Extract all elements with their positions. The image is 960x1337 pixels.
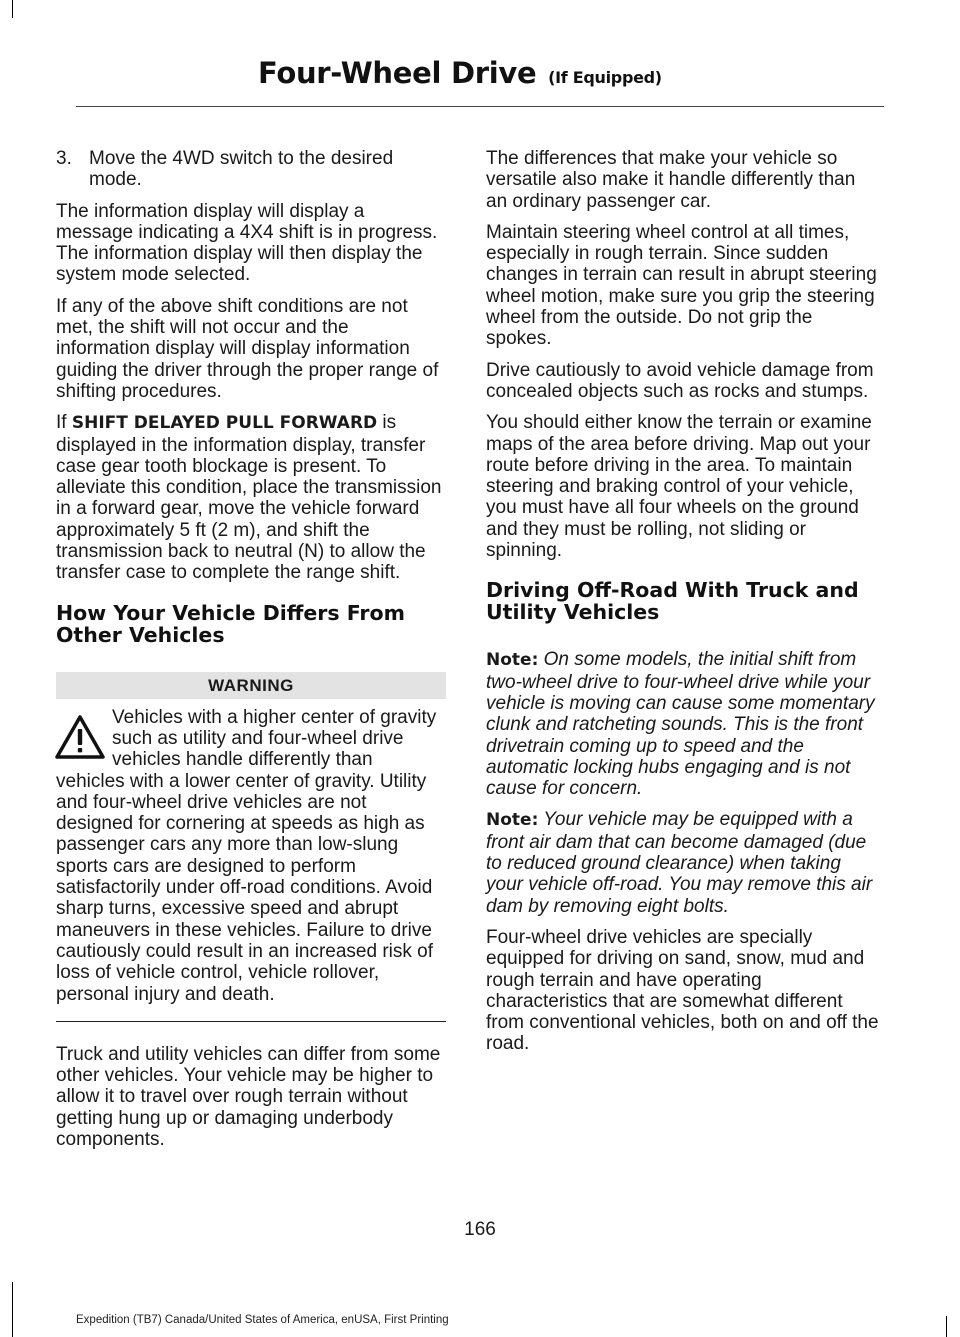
step-item [56,148,446,191]
paragraph: You should either know the terrain or examine maps of the area before driving. Map out your route before driving in the area. To maintain steering and braking control of your vehicle, you must have all four wheels on the ground and they must be rolling, not sliding or spinning. [486,412,872,562]
right-column [486,148,880,1065]
warning-text: Vehicles with a higher center of gravity such as utility and four-wheel drive vehicles handle differently than vehicles with a lower center of gravity. Utility and four-wheel drive vehicles are not designed for cornering at speeds as high as passenger cars any more than low-slung sports cars are designed to perform satisfactorily under off-road conditions. Avoid sharp turns, excessive speed and abrupt maneuvers in these vehicles. Failure to drive cautiously could result in an increased risk of loss of vehicle control, vehicle rollover, personal injury and death. [56,706,437,1005]
paragraph: The differences that make your vehicle so versatile also make it handle differently than an ordinary passenger car. [486,148,856,212]
text: is displayed in the information display, transfer case gear tooth blockage is present. To alleviate this condition, place the transmission in a forward gear, move the vehicle forward approximately 5 ft (2 m), and shift the transmission back to neutral (N) to allow the transfer case to complete the range shift. [56,412,442,584]
step-number: 3. [56,148,72,169]
page-title-text: Four-Wheel Drive [258,56,537,90]
paragraph: Maintain steering wheel control at all times, especially in rough terrain. Since sudden changes in terrain can result in abrupt steering wheel motion, make sure you grip the steering wheel from the outside. Do not grip the spokes. [486,221,877,350]
note [486,809,880,916]
page-title-subtitle: (If Equipped) [548,68,662,87]
note-label: Note: [486,810,539,831]
note-text: On some models, the initial shift from two-wheel drive to four-wheel drive while your vehicle is moving can cause some momentary clunk and ratcheting sounds. This is the front drivetrain coming up to speed and the automatic locking hubs engaging and is not cause for concern. [486,649,875,800]
crop-mark-bottom-left [12,1282,13,1337]
step-text: Move the 4WD switch to the desired mode. [89,148,394,191]
note-text: Your vehicle may be equipped with a front air dam that can become damaged (due to reduced ground clearance) when taking your vehicle off-road. You may remove this air dam by removing eight bolts. [486,809,873,917]
warning-divider [56,1021,446,1022]
warning-box [56,707,446,1005]
section-heading: Driving Off-Road With Truck and Utility Vehicles [486,578,859,625]
paragraph: If any of the above shift conditions are not met, the shift will not occur and the information display will display information guiding the driver through the proper range of shifting procedures. [56,295,439,402]
crop-mark-top-left [12,0,13,18]
warning-header: WARNING [56,672,446,699]
left-column [56,148,446,1160]
paragraph: The information display will display a message indicating a 4X4 shift is in progress. The information display will then display the system mode selected. [56,200,438,286]
page-footer: Expedition (TB7) Canada/United States of America, enUSA, First Printing [76,1314,449,1326]
note-label: Note: [486,650,539,671]
paragraph: Drive cautiously to avoid vehicle damage from concealed objects such as rocks and stumps. [486,359,874,402]
note [486,649,880,799]
page-number: 166 [464,1219,496,1240]
crop-mark-bottom-right [946,1316,947,1337]
header-divider [76,106,884,107]
paragraph-shift-delayed [56,412,446,583]
paragraph: Truck and utility vehicles can differ from some other vehicles. Your vehicle may be higher to allow it to travel over rough terrain without getting hung up or damaging underbody components. [56,1043,441,1150]
section-heading: How Your Vehicle Differs From Other Vehicles [56,600,405,647]
text: If [56,412,72,434]
warning-triangle-icon [54,713,106,763]
display-message: SHIFT DELAYED PULL FORWARD [71,413,378,434]
page-title [258,56,662,90]
paragraph: Four-wheel drive vehicles are specially equipped for driving on sand, snow, mud and rough terrain and have operating characteristics that are somewhat different from conventional vehicles, both on and off the road. [486,926,879,1055]
page-header [0,56,960,96]
